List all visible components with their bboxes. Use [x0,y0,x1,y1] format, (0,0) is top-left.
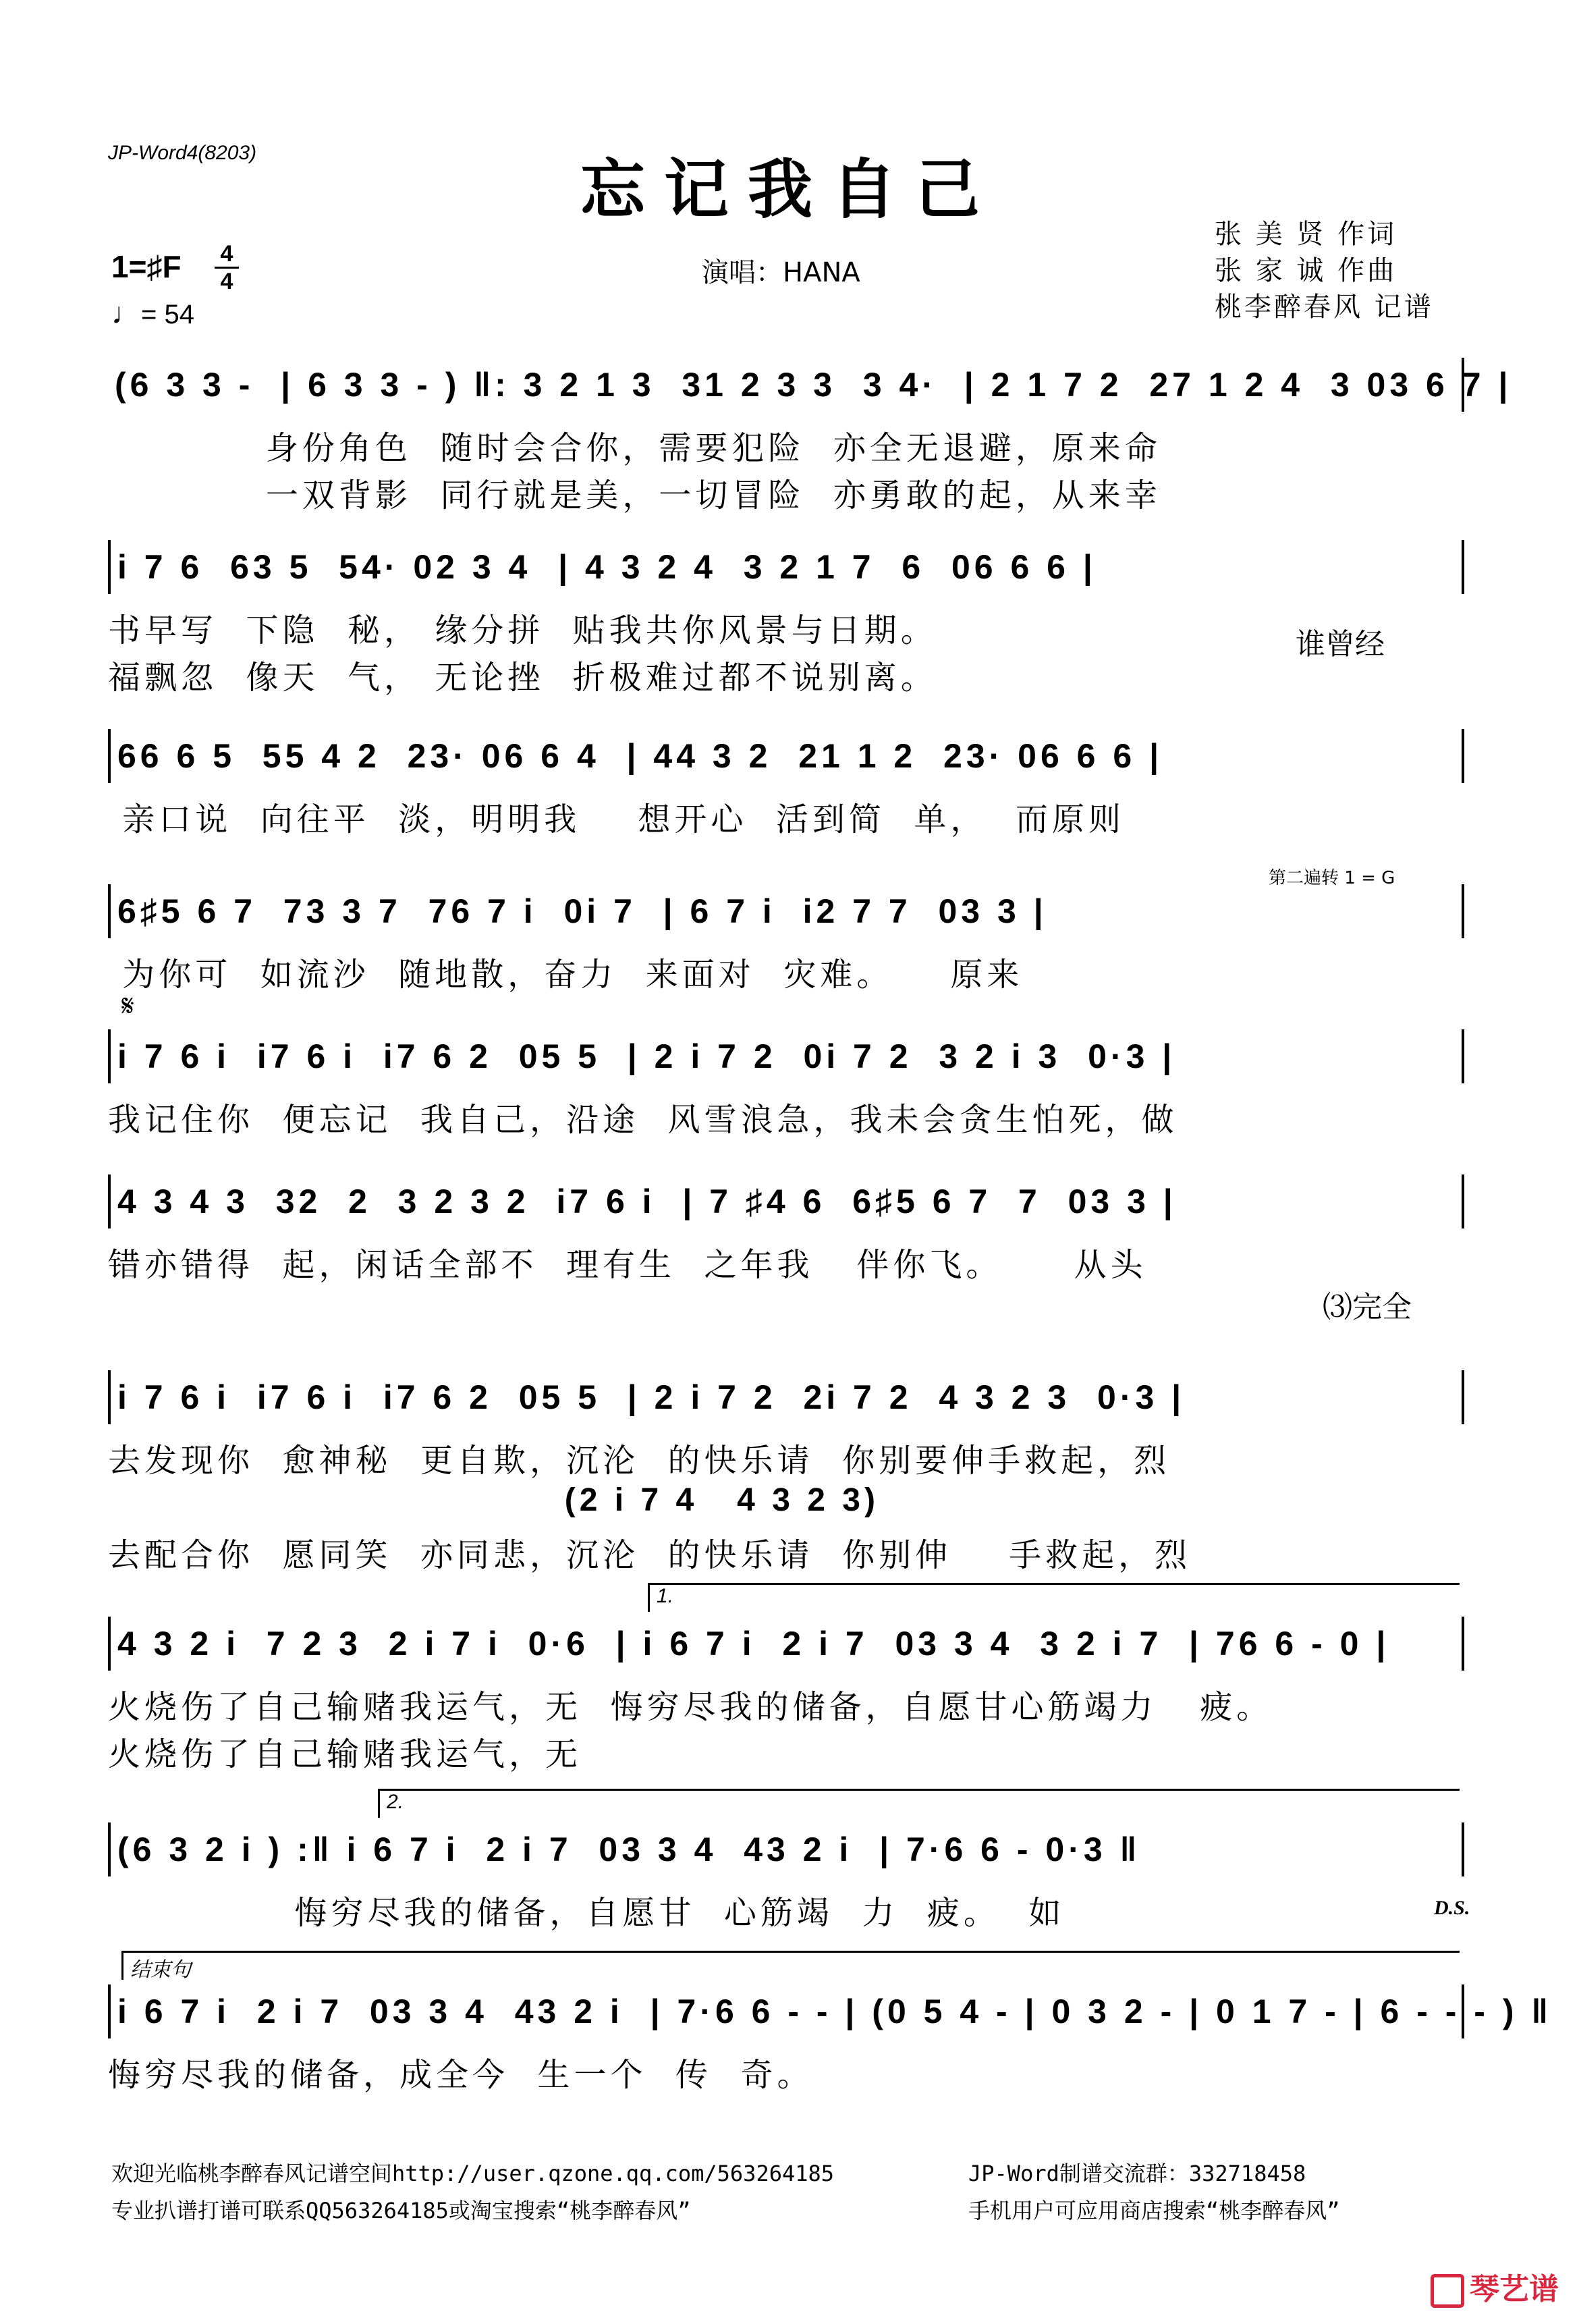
lyricist-credit: 张 美 贤 作词 [1215,219,1397,250]
site-logo [1431,2265,1559,2308]
notation-line: i 6 7 i 2 i 7 03 3 4 43 2 i | 7·6 6 - - | (0 5 4 - | 0 3 2 - | 0 1 7 - | 6 - - - ) ‖ [108,1984,1464,2038]
software-version: JP-Word4(8203) [108,142,257,164]
lyric-line-1: 身份角色 随时会合你，需要犯险 亦全无退避，原来命 [108,429,1161,467]
alt-notation-line: (2 i 7 4 4 3 2 3) [108,1482,879,1518]
lyric-line-2: 去配合你 愿同笑 亦同悲，沉沦 的快乐请 你别伸 手救起，烈 [108,1536,1192,1574]
footer-line-2-left: 专业扒谱打谱可联系QQ563264185或淘宝搜索“桃李醉春风” [111,2198,691,2223]
volta-label: 1. [657,1585,674,1607]
footer-line-1-left: 欢迎光临桃李醉春风记谱空间http://user.qzone.qq.com/563264185 [111,2161,835,2186]
lyric-line-2: 一双背影 同行就是美，一切冒险 亦勇敢的起，从来幸 [108,477,1161,514]
credits-block [1215,216,1434,325]
lyric-line-1: 书早写 下隐 秘， 缘分拼 贴我共你风景与日期。 [108,612,937,649]
notation-line: 66 6 5 55 4 2 23· 06 6 4 | 44 3 2 21 1 2 23· 06 6 6 | [108,729,1464,783]
lyric-line-1: 火烧伤了自己输赌我运气，无 悔穷尽我的储备，自愿甘心筋竭力 疲。 [108,1688,1273,1726]
modulation-mark: 第二遍转 1 = G [1269,868,1395,888]
notation-line: 4 3 2 i 7 2 3 2 i 7 i 0·6 | i 6 7 i 2 i 7 03 3 4 3 2 i 7 | 76 6 - 0 | [108,1617,1464,1671]
notation-line: 4 3 4 3 32 2 3 2 3 2 i7 6 i | 7 ♯4 6 6♯5 6 7 7 03 3 | [108,1174,1464,1228]
key-signature: 1=♯F [111,249,182,284]
footer-line-1-right: JP-Word制谱交流群：332718458 [968,2161,1306,2186]
lyric-line-1: 亲口说 向往平 淡，明明我 想开心 活到简 单， 而原则 [108,801,1125,838]
quarter-note-icon: ♩ [111,297,141,330]
composer-credit: 张 家 诚 作曲 [1215,255,1397,286]
ds-mark: D.S. [1434,1897,1470,1919]
footer-line-2-right: 手机用户可应用商店搜索“桃李醉春风” [968,2198,1340,2223]
notation-line: i 7 6 63 5 54· 02 3 4 | 4 3 2 4 3 2 1 7 6 06 6 6 | [108,540,1464,594]
singer-credit: 演唱：HANA [702,257,860,288]
notation-line: (6 3 3 - | 6 3 3 - ) ‖: 3 2 1 3 31 2 3 3 3 4· | 2 1 7 2 27 1 2 4 3 03 6 7 | [108,358,1464,412]
notation-line: 6♯5 6 7 73 3 7 76 7 i 0i 7 | 6 7 i i2 7 7 03 3 | [108,884,1464,938]
tempo-value: = 54 [141,300,194,329]
notation-line: i 7 6 i i7 6 i i7 6 2 05 5 | 2 i 7 2 0i 7 2 3 2 i 3 0·3 | [108,1029,1464,1083]
volta-bracket-1 [648,1583,1460,1612]
time-bottom: 4 [220,269,233,294]
time-signature [215,243,239,292]
lyric-line-1: 悔穷尽我的储备，成全今 生一个 传 奇。 [108,2056,814,2094]
lyric-line-1: 错亦错得 起，闲话全部不 理有生 之年我 伴你飞。 从头 [108,1246,1147,1284]
volta-bracket-2 [378,1789,1460,1818]
logo-icon [1431,2274,1464,2308]
lyric-line-1: 为你可 如流沙 随地散，奋力 来面对 灾难。 原来 [108,956,1024,994]
lyric-line-2: 火烧伤了自己输赌我运气，无 [108,1735,582,1773]
coda-bracket [121,1951,1460,1980]
lyric-line-1: 我记住你 便忘记 我自己，沿途 风雪浪急，我未会贪生怕死，做 [108,1101,1178,1139]
volta-label: 2. [387,1791,404,1813]
segno-sign-icon: 𝄋 [121,989,134,1023]
time-top: 4 [220,241,233,267]
notation-line: (6 3 2 i ) :‖ i 6 7 i 2 i 7 03 3 4 43 2 i | 7·6 6 - 0·3 ‖ [108,1822,1464,1876]
tempo-marking [111,297,194,331]
notation-line: i 7 6 i i7 6 i i7 6 2 05 5 | 2 i 7 2 2i 7 2 4 3 2 3 0·3 | [108,1370,1464,1424]
transcriber-credit: 桃李醉春风 记谱 [1215,292,1434,323]
coda-label: 结束句 [130,1959,191,1981]
logo-text: 琴艺谱 [1470,2272,1559,2306]
lyric-line-1: 去发现你 愈神秘 更自欺，沉沦 的快乐请 你别要伸手救起，烈 [108,1442,1171,1480]
alt-lyric-marker: ⑶完全 [1323,1290,1412,1324]
lyric-line-2: 福飘忽 像天 气， 无论挫 折极难过都不说别离。 [108,659,937,697]
pickup-lyric: 谁曾经 [1296,627,1385,661]
lyric-line-1: 悔穷尽我的储备，自愿甘 心筋竭 力 疲。 如 [108,1894,1065,1932]
page-title: 忘记我自己 [580,152,999,227]
